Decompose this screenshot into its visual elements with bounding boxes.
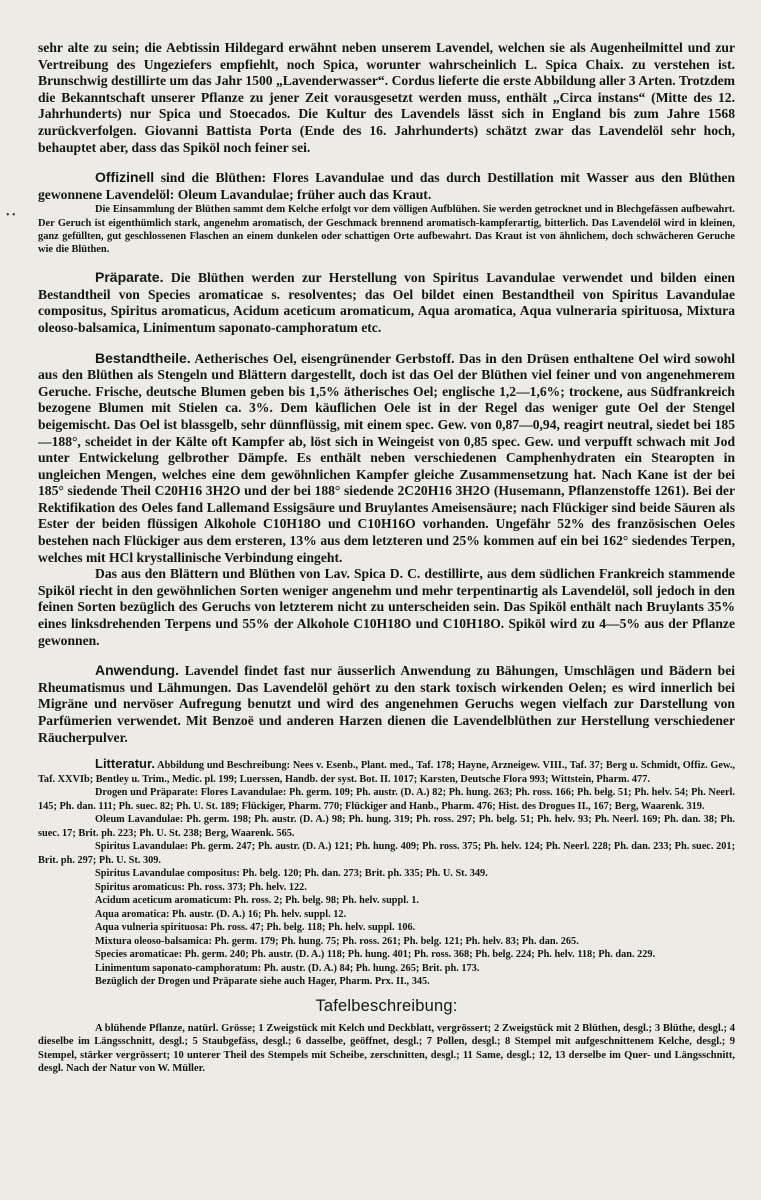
paragraph-history: sehr alte zu sein; die Aebtissin Hildegard erwähnt neben unserem Lavendel, welchen sie als Augenheilmittel und zur Vertreibung des Ungeziefers empfiehlt, noch Spica, worunter wahrscheinlich L. Spica Chaix. zu verstehen ist. Brunschwig destillirte um das Jahr 1500 „Lavenderwasser“. Cordus lieferte die erste Abbildung aller 3 Arten. Trotzdem die Bekanntschaft unserer Pflanze zu jener Zeit vorausgesetzt werden muss, enthält „Circa instans“ (Mitte des 12. Jahrhunderts) nur Spica und Stoecados. Die Kultur des Lavendels lässt sich in England bis zum Jahre 1568 zurückverfolgen. Giovanni Battista Porta (Ende des 16. Jahrhunderts) schätzt zwar das Lavendelöl sehr hoch, behauptet aber, dass das Spiköl noch feiner sei. <box>38 40 735 155</box>
margin-dots: • • <box>6 210 16 221</box>
paragraph-offizinell <box>38 169 735 203</box>
literature-aqua-aromatica: Aqua aromatica: Ph. austr. (D. A.) 16; Ph. helv. suppl. 12. <box>95 908 347 920</box>
literature-spiritus-aromaticus: Spiritus aromaticus: Ph. ross. 373; Ph. helv. 122. <box>95 881 307 893</box>
paragraph-spikoel: Das aus den Blättern und Blüthen von Lav. Spica D. C. destillirte, aus dem südlichen Frankreich stammende Spiköl riecht in den gewöhnlichen Sorten weniger angenehm und mehr terpentinartig als Lavendelöl, soll jedoch in den feinen Sorten bezüglich des Geruchs von letzterem nicht zu unterscheiden sein. Das Spiköl enthält nach Bruylants 35% eines linksdrehenden Terpens und 55% der Alkohole C10H18O und C10H18O. Spiköl wird zu 4—5% aus der Pflanze gewonnen. <box>38 566 735 648</box>
literature-species: Species aromaticae: Ph. germ. 240; Ph. austr. (D. A.) 118; Ph. hung. 401; Ph. ross. 368; Ph. belg. 224; Ph. helv. 118; Ph. dan. 229. <box>95 949 656 961</box>
section-heading-anwendung: Anwendung. <box>95 662 179 679</box>
literature-linimentum: Linimentum saponato-camphoratum: Ph. austr. (D. A.) 84; Ph. hung. 265; Brit. ph. 173. <box>95 962 480 974</box>
literature-abbildung-text: Abbildung und Beschreibung: Nees v. Esenb., Plant. med., Taf. 178; Hayne, Arzneigew. VIII., Taf. 37; Berg u. Schmidt, Offiz. Gew., Taf. XXVIb; Bentley u. Trim., Medic. pl. 199; Luerssen, Handb. der syst. Bot. II. 1017; Karsten, Deutsche Flora 993; Wittstein, Pharm. 477. <box>38 760 735 785</box>
literature-acidum: Acidum aceticum aromaticum: Ph. ross. 2; Ph. belg. 98; Ph. helv. suppl. 1. <box>95 895 419 907</box>
section-heading-literatur: Litteratur. <box>95 756 155 772</box>
anwendung-text: Lavendel findet fast nur äusserlich Anwendung zu Bähungen, Umschlägen und Bädern bei Rheumatismus und Lähmungen. Das Lavendelöl gehört zu den stark toxisch wirkenden Oelen; es wird innerlich bei Migräne und nervöser Aufregung benutzt und wird des angenehmen Geruchs wegen vielfach zur Darstellung von Parfümerien verwendet. Mit Benzoë und anderen Harzen dienen die Lavendelblüthen zur Herstellung verschiedener Räucherpulver. <box>38 663 735 745</box>
paragraph-bestandtheile <box>38 350 735 567</box>
literature-oleum: Oleum Lavandulae: Ph. germ. 198; Ph. austr. (D. A.) 98; Ph. hung. 319; Ph. ross. 297; Ph. belg. 51; Ph. helv. 93; Ph. Neerl. 169; Ph. dan. 38; Ph. suec. 17; Brit. ph. 223; Ph. U. St. 238; Berg, Waarenk. 565. <box>38 814 735 839</box>
bestandtheile-text: Aetherisches Oel, eisengrünender Gerbstoff. Das in den Drüsen enthaltene Oel wird sowohl aus den Blüthen als Stengeln und Blättern dargestellt, doch ist das Oel der Blüthen viel feiner und von angenehmerem Geruche. Frische, deutsche Blumen geben bis 1,5% ätherisches Oel; englische 1,2—1,6%; trockene, aus Südfrankreich bezogene Blumen mit Stielen ca. 3%. Dem käuflichen Oele ist in der Regel das weniger gute Oel der Stengel beigemischt. Das Oel ist blassgelb, sehr dünnflüssig, mit einem spec. Gew. von 0,87—0,94, reagirt neutral, siedet bei 185—188°, scheidet in der Kälte oft Kampfer ab, löst sich in Weingeist von 0,85 spec. Gew. und verpufft schwach mit Jod unter Entwickelung gelbrother Dämpfe. Es enthält neben verschiedenen Camphenhydraten ein Stearopten in ungleichen Mengen, welches eine dem gewöhnlichen Kampfer gleiche Zusammensetzung hat. Nach Kane ist der bei 185° siedende Theil C20H16 3H2O und der bei 188° siedende 2C20H16 3H2O (Husemann, Pflanzenstoffe 1261). Bei der Rektifikation des Oeles fand Lallemand Essigsäure und Bruylantes Ameisensäure; nach Flückiger sind beide Säuren als Ester der beiden flüssigen Alkohole C10H18O und C10H16O vorhanden. Ungefähr 52% des französischen Oeles bestehen nach Flückiger aus dem ersteren, 13% aus dem letzteren und 25% kommen auf ein bei 162° siedendes Terpen, welches mit HCl krystallinische Verbindung eingeht. <box>38 350 735 565</box>
paragraph-praeparate <box>38 269 735 336</box>
praeparate-text: Die Blüthen werden zur Herstellung von Spiritus Lavandulae verwendet und bilden einen Bestandtheil von Species aromaticae s. resolventes; das Oel bildet einen Bestandtheil von Spiritus Lavandulae compositus, Spiritus aromaticus, Acidum aceticum aromaticum, Aqua aromatica, Aqua vulneraria spirituosa, Mixtura oleoso-balsamica, Linimentum saponato-camphoratum etc. <box>38 270 735 335</box>
section-heading-praeparate: Präparate. <box>95 269 164 286</box>
literature-spiritus: Spiritus Lavandulae: Ph. germ. 247; Ph. austr. (D. A.) 121; Ph. hung. 409; Ph. ross. 375; Ph. helv. 124; Ph. Neerl. 228; Ph. dan. 233; Ph. suec. 201; Brit. ph. 297; Ph. U. St. 309. <box>38 841 735 866</box>
offizinell-text: sind die Blüthen: Flores Lavandulae und das durch Destillation mit Wasser aus den Blüthen gewonnene Lavendelöl: Oleum Lavandulae; früher auch das Kraut. <box>38 170 735 202</box>
literature-abbildung <box>38 757 735 786</box>
literature-aqua-vulneria: Aqua vulneria spirituosa: Ph. ross. 47; Ph. belg. 118; Ph. helv. suppl. 106. <box>95 922 416 934</box>
literature-mixtura: Mixtura oleoso-balsamica: Ph. germ. 179; Ph. hung. 75; Ph. ross. 261; Ph. belg. 121; Ph. helv. 83; Ph. dan. 265. <box>95 935 579 947</box>
tafel-description: A blühende Pflanze, natürl. Grösse; 1 Zweigstück mit Kelch und Deckblatt, vergrössert; 2 Zweigstück mit 2 Blüthen, desgl.; 3 Blüthe, desgl.; 4 dieselbe im Längsschnitt, desgl.; 5 Staubgefäss, desgl.; 6 dasselbe, geöffnet, desgl.; 7 Pollen, desgl.; 8 Stempel mit aufgeschnittenem Kelche, desgl.; 9 Stempel, stärker vergrössert; 10 unterer Theil des Stempels mit Scheibe, zerschnitten, desgl.; 11 Same, desgl.; 12, 13 derselbe im Quer- und Längsschnitt, desgl. Nach der Natur von W. Müller. <box>38 1022 735 1075</box>
tafel-title: Tafelbeschreibung: <box>315 996 458 1015</box>
literature-drogen: Drogen und Präparate: Flores Lavandulae: Ph. germ. 109; Ph. austr. (D. A.) 82; Ph. hung. 263; Ph. ross. 166; Ph. belg. 51; Ph. helv. 54; Ph. Neerl. 145; Ph. dan. 111; Ph. suec. 82; Ph. U. St. 189; Flückiger, Pharm. 770; Flückiger and Hanb., Pharm. 476; Hist. des Drogues II., 167; Berg, Waarenk. 319. <box>38 787 735 812</box>
literature-spiritus-compositus: Spiritus Lavandulae compositus: Ph. belg. 120; Ph. dan. 273; Brit. ph. 335; Ph. U. St. 349. <box>95 868 488 880</box>
literature-bezueglich: Bezüglich der Drogen und Präparate siehe auch Hager, Pharm. Prx. II., 345. <box>95 976 430 988</box>
section-heading-offizinell: Offizinell <box>95 169 155 186</box>
paragraph-offizinell-note: Die Einsammlung der Blüthen sammt dem Kelche erfolgt vor dem völligen Aufblühen. Sie werden getrocknet und in Blechgefässen aufbewahrt. Der Geruch ist eigenthümlich stark, angenehm aromatisch, der Geschmack brennend aromatisch-kampferartig, bitterlich. Das Lavendelöl wird in kleinen, ganz gefüllten, gut geschlossenen Flaschen an einem dunkelen oder schattigen Orte aufbewahrt. Das Kraut ist von ähnlichem, doch schwächeren Geruche wie die Blüthen. <box>38 204 735 255</box>
section-heading-bestandtheile: Bestandtheile. <box>95 349 191 366</box>
paragraph-anwendung <box>38 662 735 746</box>
literature-section <box>38 757 735 989</box>
